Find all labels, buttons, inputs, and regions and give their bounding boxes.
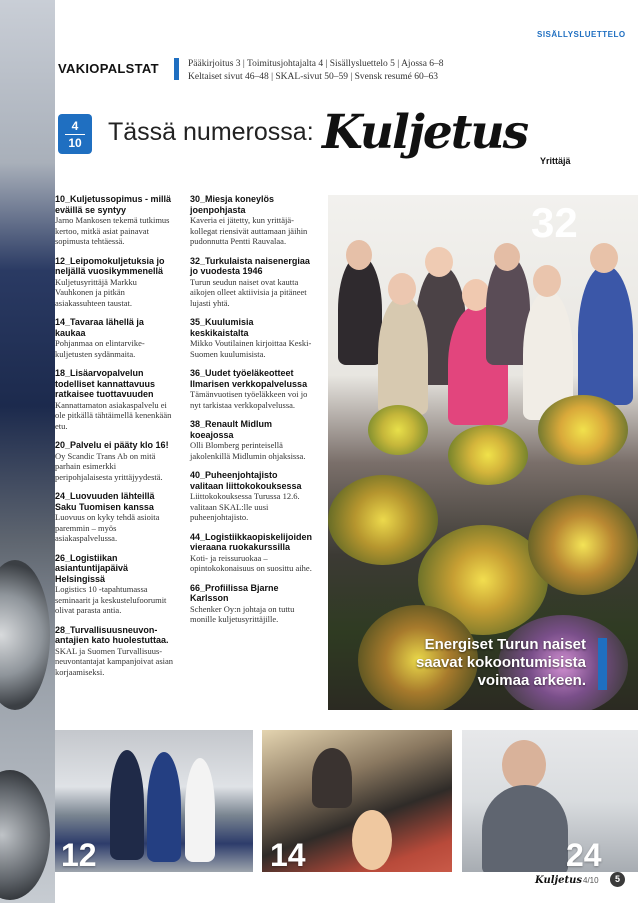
toc-entry[interactable] bbox=[190, 583, 312, 625]
footer-magazine-logo: Kuljetus bbox=[535, 875, 583, 886]
flower-arrangement bbox=[328, 475, 438, 565]
photo-page-number: 12 bbox=[61, 837, 97, 872]
person-figure bbox=[147, 752, 181, 862]
toc-entry-desc: Jarno Mankosen tekemä tutkimus kertoo, mitkä asiat painavat sopimusta tehtäessä. bbox=[55, 215, 170, 246]
toc-entry[interactable] bbox=[55, 256, 175, 309]
toc-entry-title: 14_Tavaraa lähellä ja kaukaa bbox=[55, 317, 144, 338]
footer-issue-number: 4/10 bbox=[583, 876, 599, 885]
person-figure bbox=[578, 265, 633, 405]
toc-entry-desc: Kaveria ei jätetty, kun yrittäjä-kollegat riensivät auttamaan jäihin pudonnutta Pentti Rauvalaa. bbox=[190, 215, 308, 246]
toc-entry-desc: Olli Blomberg perinteisellä jakolenkillä Midlumin ohjaksissa. bbox=[190, 440, 306, 461]
toc-entry-title: 18_Lisäarvopalvelun todelliset kannattavuus ratkaisee tuottavuuden bbox=[55, 368, 156, 399]
toc-entry-title: 30_Miesja koneylös joenpohjasta bbox=[190, 194, 275, 215]
page-title: Tässä numerossa: bbox=[108, 118, 314, 146]
photo-page-number: 24 bbox=[566, 837, 602, 872]
photo-bakery-transport[interactable] bbox=[55, 730, 253, 872]
toc-entry-desc: Tämänvuotisen työeläkkeen voi jo nyt tarkistaa verkkopalvelussa. bbox=[190, 389, 308, 410]
table-of-contents-link[interactable]: SISÄLLYSLUETTELO bbox=[537, 30, 626, 39]
toc-entry[interactable] bbox=[190, 470, 312, 523]
toc-entry[interactable] bbox=[190, 532, 312, 574]
truck-photo-strip bbox=[0, 0, 55, 903]
person-face bbox=[502, 740, 546, 790]
issue-badge bbox=[58, 114, 92, 154]
toc-entry-title: 26_Logistiikan asiantuntijapäivä Helsingissä bbox=[55, 552, 129, 584]
toc-entry-desc: Liittokokouksessa Turussa 12.6. valitaan SKAL:lle uusi puheenjohtajisto. bbox=[190, 491, 300, 522]
vakiopalstat-label: VAKIOPALSTAT bbox=[58, 61, 159, 76]
page-number-badge: 5 bbox=[610, 872, 625, 887]
toc-entry[interactable] bbox=[55, 368, 175, 431]
person-face bbox=[352, 810, 392, 870]
issue-badge-number: 4 bbox=[71, 119, 79, 133]
toc-entry[interactable] bbox=[55, 194, 175, 247]
toc-entry[interactable] bbox=[55, 491, 175, 544]
toc-entry-title: 20_Palvelu ei pääty klo 16! bbox=[55, 440, 169, 450]
toc-right-column bbox=[190, 194, 312, 634]
flower-arrangement bbox=[528, 495, 638, 595]
person-face bbox=[388, 273, 416, 305]
person-figure bbox=[338, 255, 382, 365]
toc-entry[interactable] bbox=[190, 368, 312, 410]
flower-arrangement bbox=[448, 425, 528, 485]
toc-entry-desc: Oy Scandic Trans Ab on mitä parhain esimerkki peripohjalaisesta yrittäjyydestä. bbox=[55, 450, 163, 482]
flower-arrangement bbox=[368, 405, 428, 455]
person-face bbox=[494, 243, 520, 271]
person-face bbox=[590, 243, 618, 273]
toc-entry[interactable] bbox=[190, 194, 312, 247]
toc-entry-title: 40_Puheenjohtajisto valitaan liittokokouksessa bbox=[190, 470, 302, 491]
person-figure bbox=[482, 785, 568, 872]
toc-entry-desc: Luovuus on kyky tehdä asioita paremmin – myös asiakaspalvelussa. bbox=[55, 512, 160, 543]
person-figure bbox=[378, 295, 428, 415]
vakiopalstat-accent-bar bbox=[174, 58, 179, 80]
feature-caption-line: saavat kokoontumisista bbox=[415, 654, 586, 671]
feature-caption-line: Energiset Turun naiset bbox=[424, 636, 586, 653]
vakiopalstat-line-1: Pääkirjoitus 3 | Toimitusjohtajalta 4 | Sisällysluettelo 5 | Ajossa 6–8 bbox=[188, 59, 444, 69]
magazine-logo: Kuljetus bbox=[322, 105, 528, 160]
toc-entry-title: 10_Kuljetussopimus - millä eväillä se syntyy bbox=[55, 194, 172, 215]
toc-entry-desc: Pohjanmaa on elintarvike-kuljetusten sydänmaita. bbox=[55, 338, 145, 359]
toc-entry[interactable] bbox=[55, 553, 175, 616]
toc-entry-desc: Mikko Voutilainen kirjoittaa Keski-Suomen kuulumisista. bbox=[190, 338, 312, 359]
toc-entry-desc: Logistics 10 -tapahtumassa seminaarit ja keskustelufoorumit olivat parasta antia. bbox=[55, 584, 167, 615]
toc-entry-desc: Koti- ja reissuruokaa – opintokokonaisuus on suosittu aihe. bbox=[190, 552, 312, 573]
toc-entry-title: 44_Logistiikkaopiskelijoiden vieraana ruokakurssilla bbox=[190, 531, 313, 552]
person-figure bbox=[185, 758, 215, 862]
toc-entry[interactable] bbox=[190, 317, 312, 359]
toc-entry[interactable] bbox=[55, 317, 175, 359]
person-face bbox=[533, 265, 561, 297]
toc-entry-desc: Kannattamaton asiakaspalvelu ei ole pitkällä tähtäimellä kenenkään etu. bbox=[55, 399, 172, 431]
flower-arrangement bbox=[538, 395, 628, 465]
truck-tire-image bbox=[0, 770, 50, 900]
photo-service-doesnt-end[interactable] bbox=[462, 730, 638, 872]
person-face bbox=[346, 240, 372, 270]
magazine-logo-subtitle: Yrittäjä bbox=[540, 156, 571, 166]
toc-entry-title: 36_Uudet työeläkeotteet Ilmarisen verkkopalvelussa bbox=[190, 368, 308, 389]
truck-wheel-image bbox=[0, 560, 50, 710]
toc-entry-title: 32_Turkulaista naisenergiaa jo vuodesta 1946 bbox=[190, 255, 310, 276]
person-figure bbox=[312, 748, 352, 808]
toc-entry[interactable] bbox=[190, 419, 312, 461]
photo-page-number: 14 bbox=[270, 837, 306, 872]
feature-page-number: 32 bbox=[531, 199, 578, 246]
toc-left-column bbox=[55, 194, 175, 686]
toc-entry-title: 38_Renault Midlum koeajossa bbox=[190, 419, 273, 440]
person-figure bbox=[110, 750, 144, 860]
caption-accent-bar bbox=[598, 638, 607, 690]
vakiopalstat-line-2: Keltaiset sivut 46–48 | SKAL-sivut 50–59 | Svensk resumé 60–63 bbox=[188, 72, 438, 82]
feature-caption bbox=[416, 636, 586, 690]
toc-entry[interactable] bbox=[55, 625, 175, 678]
toc-entry-title: 12_Leipomokuljetuksia jo neljällä vuosikymmenellä bbox=[55, 255, 165, 276]
toc-entry[interactable] bbox=[190, 256, 312, 309]
toc-entry[interactable] bbox=[55, 440, 175, 482]
toc-entry-title: 66_Profiilissa Bjarne Karlsson bbox=[190, 582, 279, 603]
toc-entry-title: 24_Luovuuden lähteillä Saku Tuomisen kanssa bbox=[55, 491, 155, 512]
person-face bbox=[425, 247, 453, 277]
issue-badge-year: 10 bbox=[68, 136, 82, 150]
feature-photo-women-group[interactable] bbox=[328, 195, 638, 710]
toc-entry-title: 35_Kuulumisia keskikaistalta bbox=[190, 317, 254, 338]
toc-entry-desc: Schenker Oy:n johtaja on tuttu monille kuljetusyrittäjille. bbox=[190, 603, 295, 624]
toc-entry-title: 28_Turvallisuusneuvon-antajien kato huolestuttaa. bbox=[55, 624, 169, 645]
issue-badge-divider bbox=[65, 134, 85, 135]
toc-entry-desc: Kuljetusyrittäjä Markku Vauhkonen ja pitkän asiakassuhteen taustat. bbox=[55, 276, 137, 308]
feature-caption-line: voimaa arkeen. bbox=[477, 672, 586, 689]
photo-near-and-far[interactable] bbox=[262, 730, 452, 872]
toc-entry-desc: Turun seudun naiset ovat kautta aikojen olleet aktiivisia ja pitäneet lujasti yhtä. bbox=[190, 276, 307, 308]
toc-entry-desc: SKAL ja Suomen Turvallisuus-neuvontantajat kampanjoivat asian korjaamiseksi. bbox=[55, 645, 174, 677]
